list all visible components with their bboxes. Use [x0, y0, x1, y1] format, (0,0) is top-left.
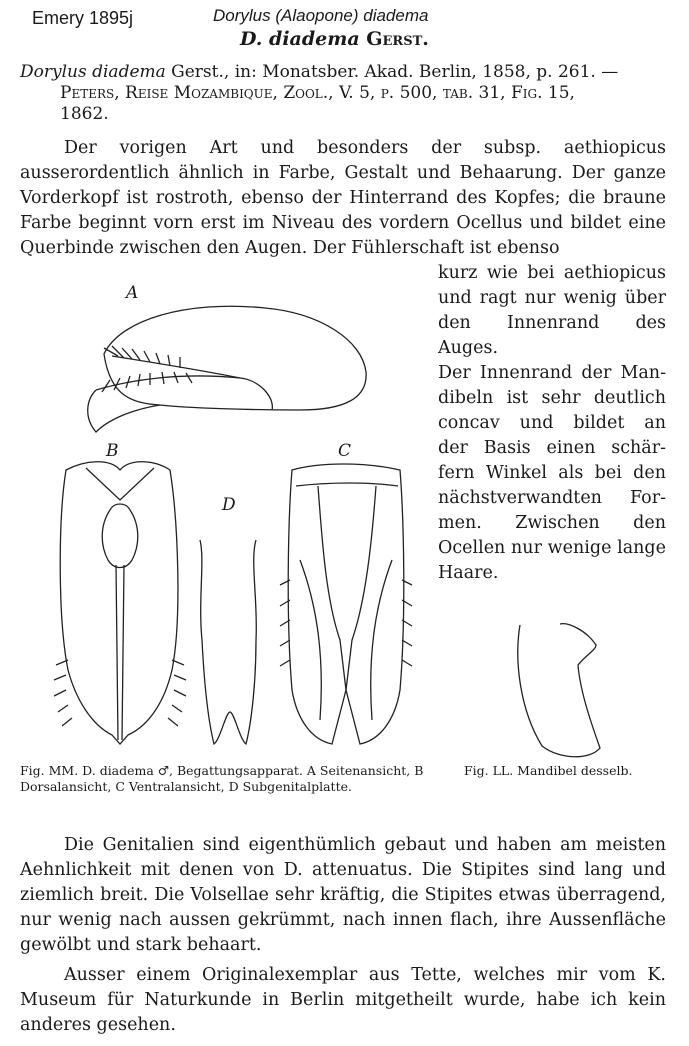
- reference-line1: Gerst., in: Monatsber. Akad. Berlin, 1858, p. 261. —: [165, 62, 619, 82]
- reference-species: Dorylus diadema: [20, 62, 166, 82]
- description-column-line: kurz wie bei aethiopicus: [438, 263, 666, 283]
- figure-label-c: C: [338, 441, 352, 461]
- figure-caption-mm: Fig. MM. D. diadema ♂, Begattungsapparat. A Seitenansicht, B Dorsalansicht, C Ventralansicht, D Subgenitalplatte.: [20, 763, 424, 794]
- description-column-line: concav und bildet an: [438, 413, 666, 433]
- figure-mandible: [518, 624, 600, 757]
- figure-b-dorsal-view: [54, 462, 186, 744]
- description-column-line: nächstverwandten For-: [438, 488, 666, 508]
- figure-a-lateral-view: [88, 306, 366, 432]
- description-column-line: Haare.: [438, 563, 499, 583]
- description-column-line: men. Zwischen den: [438, 513, 666, 533]
- description-column-line: und ragt nur wenig über: [438, 288, 666, 308]
- reference-line3: 1862.: [60, 104, 109, 124]
- figure-d-subgenital-plate: [200, 540, 256, 744]
- reference-line2: Peters, Reise Mozambique, Zool., V. 5, p. 500, tab. 31, Fig. 15,: [60, 83, 575, 103]
- figure-label-b: B: [106, 441, 119, 461]
- genitalia-paragraph: Die Genitalien sind eigenthümlich gebaut und haben am meisten Aehnlichkeit mit denen von D. attenuatus. Die Stipites sind lang und ziemlich breit. Die Volsellae sehr kräftig, die Stipites etwas überragend, nur wenig nach aussen gekrümmt, nach innen flach, ihre Aussenfläche gewölbt und stark behaart.: [20, 835, 666, 955]
- figure-label-a: A: [126, 283, 139, 303]
- species-title-author: Gerst.: [366, 28, 429, 50]
- species-title-name: D. diadema: [240, 28, 360, 50]
- page-header-taxon: Dorylus (Alaopone) diadema: [213, 6, 429, 25]
- description-column-line: fern Winkel als bei den: [438, 463, 666, 483]
- description-column-line: Ocellen nur wenige lange: [438, 538, 666, 558]
- material-paragraph: Ausser einem Originalexemplar aus Tette, welches mir vom K. Museum für Naturkunde in Berlin mitgetheilt wurde, habe ich kein anderes gesehen.: [20, 965, 666, 1035]
- page-header-source: Emery 1895j: [32, 8, 134, 28]
- figure-c-ventral-view: [280, 464, 412, 744]
- description-paragraph: Der vorigen Art und besonders der subsp. aethiopicus ausserordentlich ähnlich in Farbe, Gestalt und Behaarung. Der ganze Vorderkopf ist rostroth, ebenso der Hinterrand des Kopfes; die braune Farbe beginnt vorn erst im Niveau des vordern Ocellus und bildet eine Querbinde zwischen den Augen. Der Fühlerschaft ist ebenso: [20, 138, 666, 258]
- description-column-line: Der Innenrand der Man-: [438, 363, 666, 383]
- description-column-line: dibeln ist sehr deutlich: [438, 388, 666, 408]
- description-column-line: den Innenrand des Auges.: [438, 313, 666, 358]
- figure-label-d: D: [222, 495, 236, 515]
- description-column-line: der Basis einen schär-: [438, 438, 666, 458]
- figure-caption-ll: Fig. LL. Mandibel desselb.: [464, 763, 633, 778]
